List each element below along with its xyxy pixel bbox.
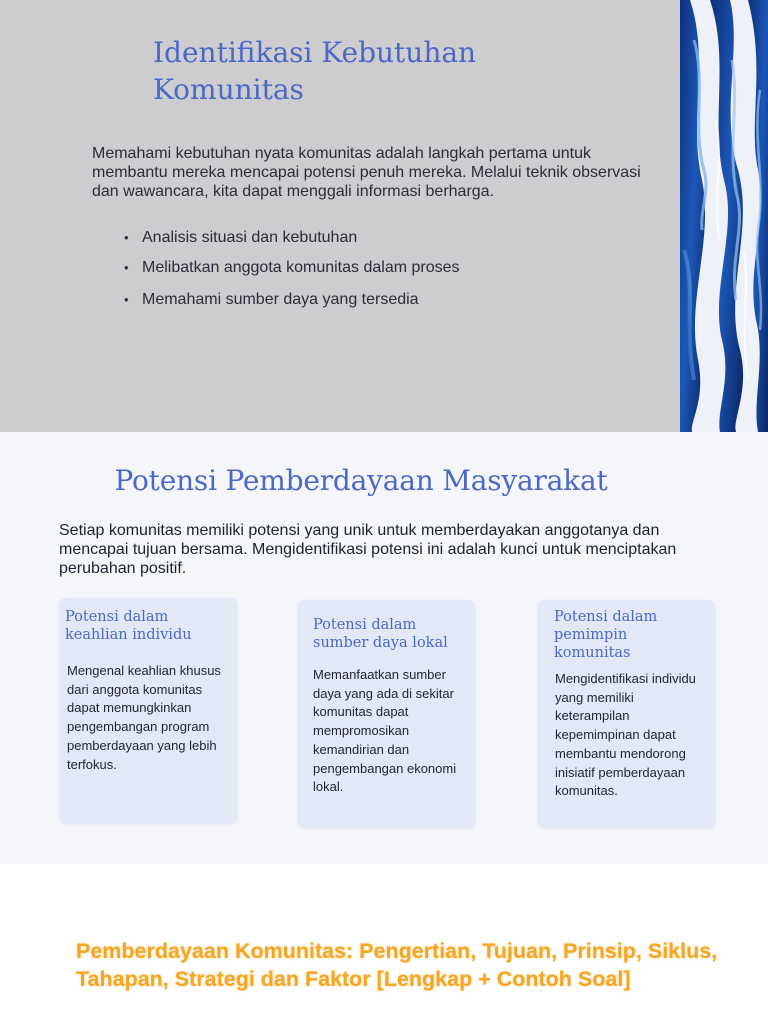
- bullet-text: Analisis situasi dan kebutuhan: [142, 229, 358, 246]
- bullet-item: [124, 258, 460, 277]
- article-title-link[interactable]: Pemberdayaan Komunitas: Pengertian, Tujuan, Prinsip, Siklus, Tahapan, Strategi dan Faktor [Lengkap + Contoh Soal]: [76, 939, 718, 991]
- bullet-item: [124, 228, 460, 247]
- section1-paragraph: Memahami kebutuhan nyata komunitas adalah langkah pertama untuk membantu mereka mencapai potensi penuh mereka. Melalui teknik observasi dan wawancara, kita dapat menggali informasi berharga.: [92, 145, 641, 200]
- bullet-dot-icon: •: [124, 292, 129, 307]
- section-potensi: [0, 432, 768, 864]
- card-sumber-daya-lokal: [298, 600, 475, 827]
- bullet-item: [124, 290, 460, 309]
- card-title: Potensi dalam keahlian individu: [65, 609, 192, 643]
- bullet-text: Memahami sumber daya yang tersedia: [142, 291, 419, 308]
- bullet-dot-icon: •: [124, 230, 129, 245]
- card-body: Mengidentifikasi individu yang memiliki keterampilan kepemimpinan dapat membantu mendorong inisiatif pemberdayaan komunitas.: [555, 671, 696, 799]
- card-body: Mengenal keahlian khusus dari anggota komunitas dapat memungkinkan pengembangan program pemberdayaan yang lebih terfokus.: [67, 663, 221, 772]
- section1-title: Identifikasi Kebutuhan Komunitas: [153, 36, 477, 106]
- bullet-dot-icon: •: [124, 260, 129, 275]
- card-body: Memanfaatkan sumber daya yang ada di sekitar komunitas dapat mempromosikan kemandirian dan pengembangan ekonomi lokal.: [313, 667, 457, 795]
- card-keahlian-individu: [60, 598, 237, 823]
- card-title: Potensi dalam pemimpin komunitas: [554, 609, 658, 661]
- section2-title: Potensi Pemberdayaan Masyarakat: [114, 464, 608, 497]
- section2-paragraph: Setiap komunitas memiliki potensi yang unik untuk memberdayakan anggotanya dan mencapai tujuan bersama. Mengidentifikasi potensi ini adalah kunci untuk menciptakan perubahan positif.: [59, 522, 677, 577]
- card-title: Potensi dalam sumber daya lokal: [313, 617, 448, 651]
- section-footer-article: [0, 864, 768, 1024]
- bullet-text: Melibatkan anggota komunitas dalam proses: [142, 259, 460, 276]
- section1-bullet-list: [124, 228, 460, 309]
- abstract-blue-wave-image: [680, 0, 768, 432]
- section-identifikasi: [0, 0, 768, 432]
- card-pemimpin-komunitas: [538, 600, 715, 827]
